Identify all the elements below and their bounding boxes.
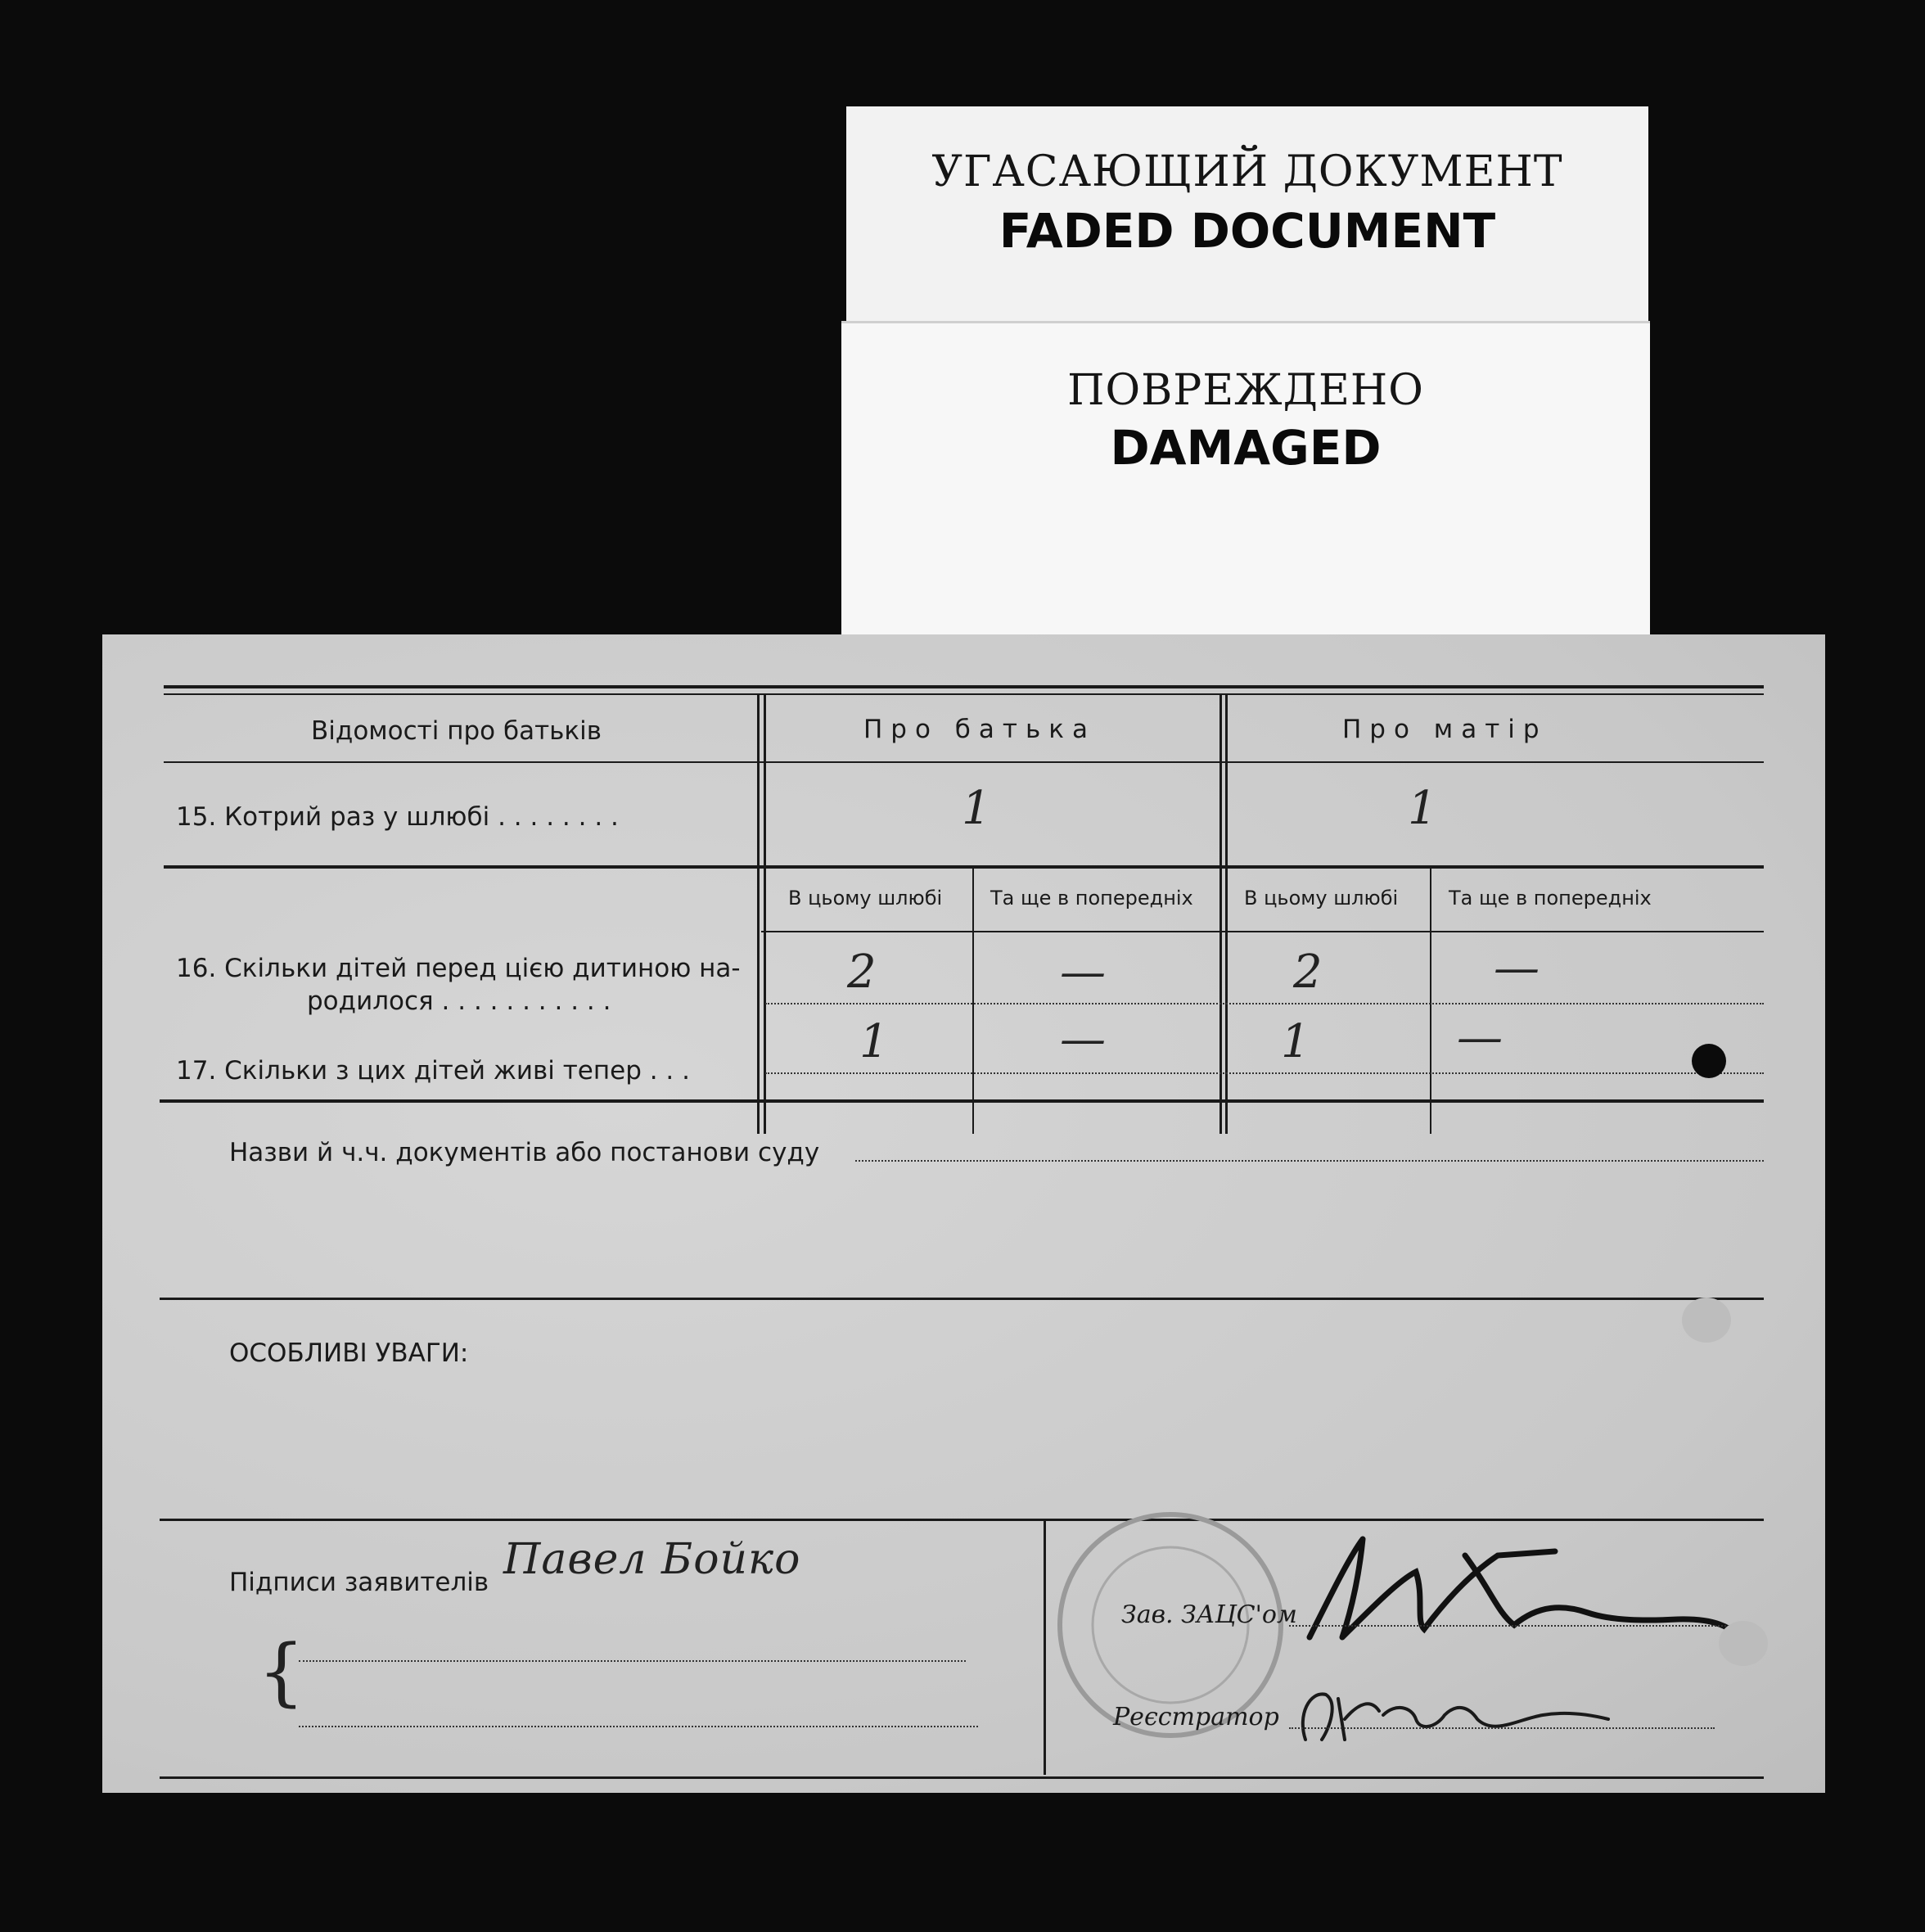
applicants-brace: { (258, 1629, 305, 1715)
signature-divider (1044, 1521, 1046, 1775)
documents-dotted-line (855, 1160, 1764, 1162)
row15-father-value: 1 (962, 782, 991, 835)
subheader-father-prev: Та ще в попередніх (990, 887, 1193, 910)
row16-mother-prev: — (1494, 941, 1540, 995)
sub-divider-f (1430, 865, 1431, 1134)
registrar-label: Реєстратор (1113, 1703, 1279, 1731)
applicant-line-2 (299, 1726, 978, 1727)
punch-hole-2 (1682, 1298, 1731, 1343)
row16-label-line1: 16. Скільки дітей перед цією дитиною на- (176, 954, 741, 983)
documents-bottom-rule (160, 1298, 1764, 1300)
applicant-line-1 (299, 1660, 966, 1662)
registrar-signature-line (1289, 1727, 1715, 1729)
damaged-document-label (841, 323, 1650, 639)
row16-mother-this: 2 (1293, 946, 1323, 999)
header-mother: Про матір (1342, 715, 1548, 744)
sub-divider-b (764, 865, 766, 1134)
sub-divider-c (972, 865, 974, 1134)
row17-father-this: 1 (859, 1015, 889, 1068)
row17-dotted-rule (765, 1072, 1764, 1074)
faded-label-en: FADED DOCUMENT (999, 203, 1496, 259)
row17-label: 17. Скільки з цих дітей живі тепер . . . (176, 1056, 690, 1086)
damaged-label-ru: ПОВРЕЖДЕНО (1067, 366, 1424, 415)
subheader-rule (761, 931, 1764, 932)
head-signature-line (1289, 1625, 1739, 1627)
applicants-signature: Павел Бойко (503, 1535, 801, 1584)
registrar-signature (1281, 1670, 1625, 1760)
registration-form-sheet (102, 634, 1825, 1793)
bottom-rule (160, 1776, 1764, 1779)
header-father: Про батька (863, 715, 1096, 744)
sub-divider-d (1219, 865, 1222, 1134)
faded-document-label (846, 106, 1648, 352)
sub-divider-a (757, 865, 760, 1134)
top-rule-thin (164, 693, 1764, 695)
punch-hole-1 (1692, 1044, 1726, 1078)
damaged-label-en: DAMAGED (1110, 420, 1382, 476)
mid-rule (164, 865, 1764, 869)
punch-hole-3 (1719, 1621, 1768, 1666)
row16-label-line2: родилося . . . . . . . . . . . (307, 986, 611, 1016)
notes-bottom-rule (160, 1519, 1764, 1521)
row15-mother-value: 1 (1408, 782, 1437, 835)
row17-father-prev: — (1060, 1013, 1106, 1066)
subheader-mother-prev: Та ще в попередніх (1449, 887, 1652, 910)
row16-dotted-rule (765, 1003, 1764, 1004)
special-notes-label: ОСОБЛИВІ УВАГИ: (229, 1338, 469, 1368)
row15-label: 15. Котрий раз у шлюбі . . . . . . . . (176, 802, 619, 832)
row17-mother-prev: — (1457, 1011, 1503, 1064)
header-info: Відомості про батьків (311, 716, 602, 746)
documents-label: Назви й ч.ч. документів або постанови суду (229, 1138, 820, 1167)
row16-father-prev: — (1060, 946, 1106, 999)
row16-father-this: 2 (847, 946, 877, 999)
faded-label-ru: УГАСАЮЩИЙ ДОКУМЕНТ (931, 147, 1563, 196)
top-rule (164, 685, 1764, 688)
head-signature (1301, 1523, 1760, 1662)
table-bottom-rule (160, 1099, 1764, 1103)
subheader-father-this: В цьому шлюбі (788, 887, 943, 910)
head-of-registry-label: Зав. ЗАЦС'ом (1121, 1600, 1297, 1629)
subheader-mother-this: В цьому шлюбі (1244, 887, 1399, 910)
row17-mother-this: 1 (1281, 1015, 1310, 1068)
sub-divider-e (1225, 865, 1228, 1134)
applicants-label: Підписи заявителів (229, 1568, 489, 1597)
header-rule (164, 761, 1764, 763)
